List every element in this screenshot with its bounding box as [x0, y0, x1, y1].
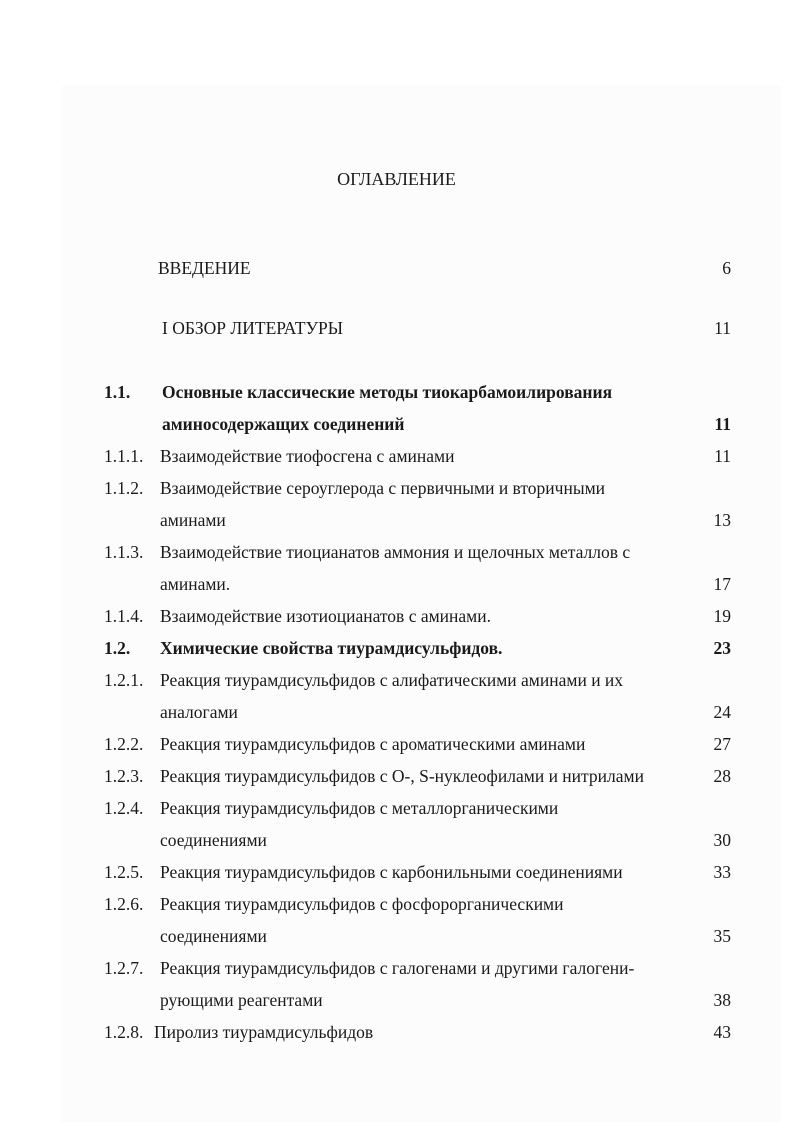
toc-1-2-5-page: 33 [713, 862, 731, 882]
toc-1-2-4-title-line2: соединениями [160, 830, 267, 850]
toc-1-2-4-page: 30 [713, 830, 731, 850]
toc-1-1-3-page: 17 [713, 574, 731, 594]
toc-1-2-4-title-line1: Реакция тиурамдисульфидов с металлорганическими [160, 798, 559, 818]
toc-1-2-page: 23 [713, 638, 731, 658]
toc-1-1-3-title-line2: аминами. [160, 574, 231, 594]
toc-1-2-title: Химические свойства тиурамдисульфидов. [160, 638, 503, 658]
toc-1-1-2-title-line2: аминами [160, 510, 226, 530]
toc-chapter1-title: I ОБЗОР ЛИТЕРАТУРЫ [162, 318, 343, 338]
toc-1-2-6-title-line1: Реакция тиурамдисульфидов с фосфорорганическими [160, 894, 564, 914]
toc-1-1-title-line2: аминосодержащих соединений [162, 414, 405, 434]
toc-1-2-2-num: 1.2.2. [104, 734, 144, 754]
toc-1-1-num: 1.1. [104, 382, 131, 402]
toc-1-2-num: 1.2. [104, 638, 131, 658]
toc-1-2-7-page: 38 [713, 990, 731, 1010]
toc-1-1-1-page: 11 [714, 446, 731, 466]
toc-1-1-3-title-line1: Взаимодействие тиоцианатов аммония и щелочных металлов с [160, 542, 631, 562]
toc-1-2-3-num: 1.2.3. [104, 766, 144, 786]
toc-1-1-3-num: 1.1.3. [104, 542, 144, 562]
toc-1-2-3-page: 28 [713, 766, 731, 786]
toc-1-1-1-title: Взаимодействие тиофосгена с аминами [160, 446, 455, 466]
toc-1-2-3-title: Реакция тиурамдисульфидов с O-, S-нуклеофилами и нитрилами [160, 766, 644, 786]
toc-1-1-4-num: 1.1.4. [104, 606, 144, 626]
toc-1-2-1-page: 24 [713, 702, 731, 722]
toc-1-2-1-num: 1.2.1. [104, 670, 144, 690]
toc-intro-title: ВВЕДЕНИЕ [158, 258, 251, 278]
toc-chapter1-page: 11 [714, 318, 731, 338]
toc-1-2-1-title-line1: Реакция тиурамдисульфидов с алифатическими аминами и их [160, 670, 624, 690]
toc-1-2-4-num: 1.2.4. [104, 798, 144, 818]
toc-1-1-4-page: 19 [713, 606, 731, 626]
toc-title: ОГЛАВЛЕНИЕ [337, 169, 456, 189]
toc-1-2-2-title: Реакция тиурамдисульфидов с ароматическими аминами [160, 734, 586, 754]
toc-1-2-8-num: 1.2.8. [104, 1022, 144, 1042]
toc-1-1-1-num: 1.1.1. [104, 446, 144, 466]
toc-1-2-6-page: 35 [713, 926, 731, 946]
toc-1-1-4-title: Взаимодействие изотиоцианатов с аминами. [160, 606, 491, 626]
toc-1-2-7-title-line1: Реакция тиурамдисульфидов с галогенами и другими галогени- [160, 958, 635, 978]
toc-1-2-7-title-line2: рующими реагентами [160, 990, 323, 1010]
toc-1-1-2-page: 13 [713, 510, 731, 530]
toc-1-2-2-page: 27 [713, 734, 731, 754]
toc-1-1-2-num: 1.1.2. [104, 478, 144, 498]
toc-1-2-6-num: 1.2.6. [104, 894, 144, 914]
toc-1-2-8-page: 43 [713, 1022, 731, 1042]
toc-1-1-2-title-line1: Взаимодействие сероуглерода с первичными и вторичными [160, 478, 606, 498]
toc-intro-page: 6 [722, 258, 731, 278]
toc-1-1-page: 11 [714, 414, 731, 434]
toc-1-1-title-line1: Основные классические методы тиокарбамоилирования [162, 382, 613, 402]
toc-1-2-7-num: 1.2.7. [104, 958, 144, 978]
toc-1-2-5-num: 1.2.5. [104, 862, 144, 882]
toc-1-2-6-title-line2: соединениями [160, 926, 267, 946]
toc-1-2-8-title: Пиролиз тиурамдисульфидов [154, 1022, 374, 1042]
toc-1-2-1-title-line2: аналогами [160, 702, 238, 722]
toc-1-2-5-title: Реакция тиурамдисульфидов с карбонильными соединениями [160, 862, 623, 882]
